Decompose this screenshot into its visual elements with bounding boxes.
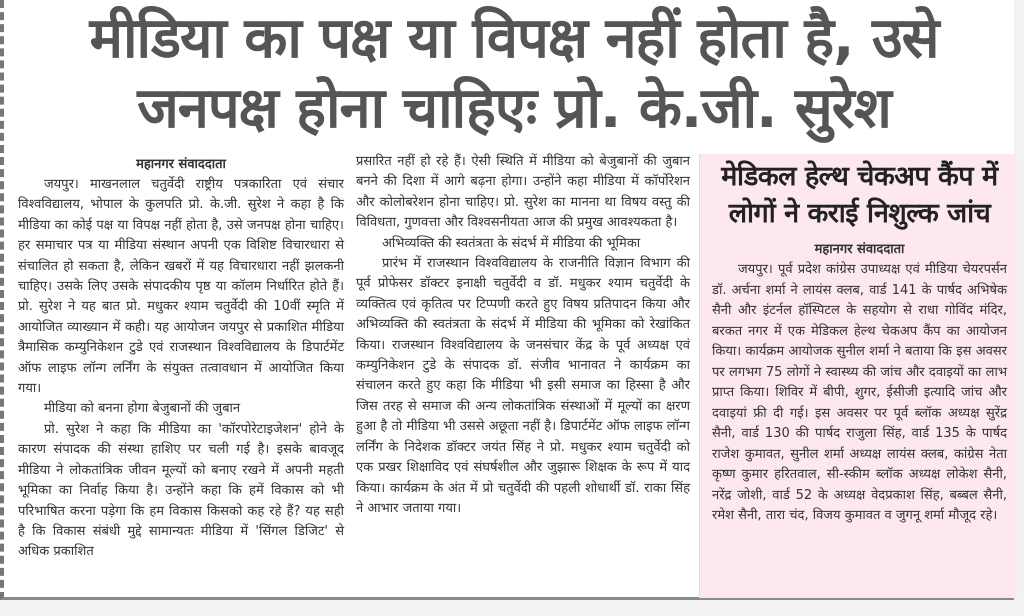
main-paragraph-3: प्रारंभ में राजस्थान विश्वविद्यालय के राजनीति विज्ञान विभाग की पूर्व प्रोफेसर डॉक्टर इनाक्षी चतुर्वेदी व डॉ. मधुकर श्याम चतुर्वेदी के व्यक्तित्व एवं कृतित्व पर टिप्पणी करते हुए विषय प्रतिपादन किया और अभिव्यक्ति की स्वतंत्रता के संदर्भ में मीडिया की भूमिका को रेखांकित किया। राजस्थान विश्वविद्यालय के जनसंचार केंद्र के पूर्व अध्यक्ष एवं कम्युनिकेशन टुडे के संपादक डॉ. संजीव भानावत ने कार्यक्रम का संचालन करते हुए कहा कि मीडिया भी इसी समाज का हिस्सा है और जिस तरह से समाज की अन्य लोकतांत्रिक संस्थाओं में मूल्यों का क्षरण हुआ है तो मीडिया भी उससे अछूता नहीं है। डिपार्टमेंट ऑफ लाइफ लॉन्ग लर्निंग के निदेशक डॉक्टर जयंत सिंह ने प्रो. मधुकर श्याम चतुर्वेदी को एक प्रखर शिक्षाविद एवं संघर्षशील और जुझारू शिक्षक के रूप में याद किया। कार्यक्रम के अंत में प्रो चतुर्वेदी की पहली शोधार्थी डॉ. राका सिंह ने आभार जताया गया।	[356, 256, 690, 516]
side-article-body: जयपुर। पूर्व प्रदेश कांग्रेस उपाध्यक्ष एवं मीडिया चेयरपर्सन डॉ. अर्चना शर्मा ने लायंस क्लब, वार्ड 141 के पार्षद अभिषेक सैनी और इंटर्नल हॉस्पिटल के सहयोग से राधा गोविंद मंदिर, बरकत नगर में एक मेडिकल हेल्थ चेकअप कैंप का आयोजन किया। कार्यक्रम आयोजक सुनील शर्मा ने बताया कि इस अवसर पर लगभग 75 लोगों ने स्वास्थ्य की जांच और दवाइयों का लाभ प्राप्त किया। शिविर में बीपी, शुगर, ईसीजी इत्यादि जांच और दवाइयां फ्री दी गई। इस अवसर पर पूर्व ब्लॉक अध्यक्ष सुरेंद्र सैनी, वार्ड 130 की पार्षद राजुला सिंह, वार्ड 135 के पार्षद राजेश कुमावत, सुनील शर्मा अध्यक्ष लायंस क्लब, कांग्रेस नेता कृष्ण कुमार हरितवाल, सी-स्कीम ब्लॉक अध्यक्ष लोकेश सैनी, नरेंद्र जोशी, वार्ड 52 के अध्यक्ष वेदप्रकाश सिंह, बब्बल सैनी, रमेश सैनी, तारा चंद, विजय कुमावत व जुगनू शर्मा मौजूद रहे।	[712, 262, 1007, 523]
main-subhead-1: मीडिया को बनना होगा बेजुबानों की जुबान	[44, 401, 241, 417]
side-article-byline: महानगर संवाददाता	[814, 242, 905, 257]
main-headline	[24, 4, 1004, 144]
main-paragraph-2b: प्रसारित नहीं हो रहे हैं। ऐसी स्थिति में मीडिया को बेजुबानों की जुबान बनने की दिशा में आगे बढ़ना होगा। उन्होंने कहा मीडिया में कॉर्पोरेशन और कोलोबरेशन होना चाहिए। प्रो. सुरेश का मानना था विषय वस्तु की विविधता, गुणवत्ता और विश्वसनीयता आज की प्रमुख आवश्यकता है।	[356, 154, 690, 231]
side-article-title: मेडिकल हेल्थ चेकअप कैंप में लोगों ने कराई निशुल्क जांच	[721, 161, 998, 229]
main-byline: महानगर संवाददाता	[136, 157, 226, 172]
main-paragraph-2a: प्रो. सुरेश ने कहा कि मीडिया का 'कॉरपोरेटाइजेशन' होने के कारण संपादक की संस्था हाशिए पर चली गई है। इसके बावजूद मीडिया ने लोकतांत्रिक जीवन मूल्यों को बनाए रखने में अपनी महती भूमिका का निर्वाह किया है। उन्होंने कहा कि हमें विकास को भी परिभाषित करना पड़ेगा कि हम विकास किसको कह रहे हैं? यह सही है कि विकास संबंधी मुद्दे सामान्यतः मीडिया में 'सिंगल डिजिट' से अधिक प्रकाशित	[18, 421, 344, 560]
headline-line-2: जनपक्ष होना चाहिएः प्रो. के.जी. सुरेश	[137, 76, 891, 141]
main-paragraph-1: जयपुर। माखनलाल चतुर्वेदी राष्ट्रीय पत्रकारिता एवं संचार विश्वविद्यालय, भोपाल के कुलपति प्रो. के.जी. सुरेश ने कहा है कि मीडिया का कोई पक्ष या विपक्ष नहीं होता है, उसे जनपक्ष होना चाहिए। हर समाचार पत्र या मीडिया संस्थान अपनी एक विशिष्ट विचारधारा से संचालित हो सकता है, लेकिन खबरों में यह विचारधारा नहीं झलकनी चाहिए। उसके लिए उसके संपादकीय पृष्ठ या कॉलम निर्धारित होते हैं। प्रो. सुरेश ने यह बात प्रो. मधुकर श्याम चतुर्वेदी की 10वीं स्मृति में आयोजित व्याख्यान में कही। यह आयोजन जयपुर से प्रकाशित मीडिया त्रैमासिक कम्युनिकेशन टुडे एवं राजस्थान विश्वविद्यालय के डिपार्टमेंट ऑफ लाइफ लॉन्ग लर्निंग के संयुक्त तत्वावधान में आयोजित किया गया।	[18, 177, 344, 397]
side-article-box	[699, 154, 1017, 598]
main-article-column-2	[356, 152, 690, 519]
main-subhead-2: अभिव्यक्ति की स्वतंत्रता के संदर्भ में मीडिया की भूमिका	[382, 235, 641, 251]
main-article-column-1	[18, 155, 344, 563]
headline-line-1: मीडिया का पक्ष या विपक्ष नहीं होता है, उसे	[89, 6, 939, 71]
